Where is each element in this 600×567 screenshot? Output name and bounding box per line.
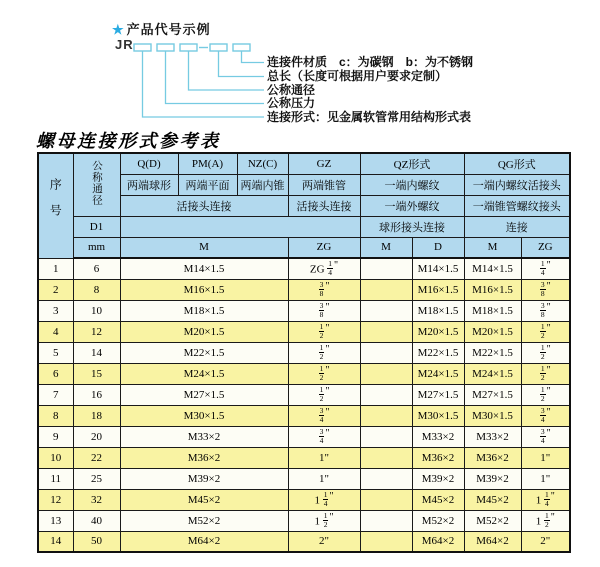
cell-zg: 1" xyxy=(288,447,360,468)
header-col-pm: PM(A) xyxy=(178,153,237,174)
cell-qg-zg: $\frac{3}{4}$ " xyxy=(521,426,570,447)
cell-qg-zg: $\frac{1}{2}$ " xyxy=(521,363,570,384)
cell-qz-d: M64×2 xyxy=(412,531,464,552)
section-title: 螺母连接形式参考表 xyxy=(36,131,221,151)
fraction: $\frac{3}{4}$ xyxy=(319,405,324,424)
cell-qg-zg: $\frac{1}{2}$ " xyxy=(521,384,570,405)
cell-m-thread: M33×2 xyxy=(120,426,288,447)
cell-qz-m xyxy=(360,426,412,447)
code-box-1 xyxy=(134,44,151,51)
cell-seq: 14 xyxy=(38,531,73,552)
cell-zg: $\frac{3}{4}$ " xyxy=(288,426,360,447)
header-col-qz: QZ形式 xyxy=(360,153,464,174)
cell-zg: 2" xyxy=(288,531,360,552)
cell-qz-d: M45×2 xyxy=(412,489,464,510)
product-code-prefix: JR xyxy=(115,37,134,52)
cell-qz-m xyxy=(360,363,412,384)
table-row xyxy=(38,279,570,300)
cell-zg: 1 $\frac{1}{2}$ " xyxy=(288,510,360,531)
cell-qg-zg: $\frac{1}{2}$ " xyxy=(521,321,570,342)
cell-dn-mm: 14 xyxy=(73,342,120,363)
cell-qg-m: M14×1.5 xyxy=(464,258,521,279)
cell-m-thread: M16×1.5 xyxy=(120,279,288,300)
fraction: $\frac{3}{4}$ xyxy=(319,426,324,445)
cell-qg-m: M18×1.5 xyxy=(464,300,521,321)
cell-seq: 6 xyxy=(38,363,73,384)
cell-qz-m xyxy=(360,384,412,405)
cell-m-thread: M39×2 xyxy=(120,468,288,489)
fraction: $\frac{1}{2}$ xyxy=(540,384,545,403)
cell-seq: 3 xyxy=(38,300,73,321)
header-seq xyxy=(38,153,73,258)
fraction: $\frac{1}{2}$ xyxy=(540,321,545,340)
table-row xyxy=(38,363,570,384)
header-join-qg: 连接 xyxy=(464,216,570,237)
header-join-qz: 球形接头连接 xyxy=(360,216,464,237)
cell-m-thread: M24×1.5 xyxy=(120,363,288,384)
header-dn-label: 公称通径 xyxy=(91,160,102,207)
table-row xyxy=(38,426,570,447)
cell-qz-m xyxy=(360,447,412,468)
header-unit-qg-zg: ZG xyxy=(521,237,570,258)
cell-zg: 1 $\frac{1}{4}$ " xyxy=(288,489,360,510)
cell-qz-m xyxy=(360,300,412,321)
fraction: $\frac{3}{4}$ xyxy=(540,405,545,424)
cell-m-thread: M52×2 xyxy=(120,510,288,531)
fraction: $\frac{3}{8}$ xyxy=(540,300,545,319)
table-row xyxy=(38,405,570,426)
code-box-3 xyxy=(180,44,197,51)
cell-qg-zg: $\frac{1}{4}$ " xyxy=(521,258,570,279)
cell-zg: $\frac{1}{2}$ " xyxy=(288,321,360,342)
fraction: $\frac{1}{2}$ xyxy=(319,342,324,361)
header-conn-qpmnz: 活接头连接 xyxy=(120,195,288,216)
cell-dn-mm: 8 xyxy=(73,279,120,300)
cell-dn-mm: 22 xyxy=(73,447,120,468)
cell-qg-zg: 1 $\frac{1}{2}$ " xyxy=(521,510,570,531)
fraction: $\frac{1}{2}$ xyxy=(319,321,324,340)
table-row xyxy=(38,468,570,489)
cell-qg-zg: 2" xyxy=(521,531,570,552)
cell-qz-d: M30×1.5 xyxy=(412,405,464,426)
header-row-5 xyxy=(38,237,570,258)
fraction: $\frac{1}{4}$ xyxy=(544,489,549,508)
cell-qg-m: M39×2 xyxy=(464,468,521,489)
cell-qz-d: M33×2 xyxy=(412,426,464,447)
header-col-nz: NZ(C) xyxy=(237,153,288,174)
header-desc-qz: 一端内螺纹 xyxy=(360,174,464,195)
cell-zg: $\frac{1}{2}$ " xyxy=(288,384,360,405)
cell-qg-m: M27×1.5 xyxy=(464,384,521,405)
cell-m-thread: M14×1.5 xyxy=(120,258,288,279)
star-icon: ★ xyxy=(112,22,125,37)
table-row xyxy=(38,258,570,279)
header-mm: mm xyxy=(73,237,120,258)
cell-qg-m: M16×1.5 xyxy=(464,279,521,300)
header-col-gz: GZ xyxy=(288,153,360,174)
fraction: $\frac{1}{2}$ xyxy=(319,363,324,382)
cell-m-thread: M36×2 xyxy=(120,447,288,468)
product-code-example-title xyxy=(112,19,211,38)
cell-m-thread: M45×2 xyxy=(120,489,288,510)
cell-m-thread: M64×2 xyxy=(120,531,288,552)
cell-qg-m: M22×1.5 xyxy=(464,342,521,363)
cell-zg: $\frac{3}{8}$ " xyxy=(288,279,360,300)
cell-seq: 4 xyxy=(38,321,73,342)
diagram-label-diameter: 公称通径 xyxy=(267,82,316,97)
cell-seq: 5 xyxy=(38,342,73,363)
diagram-label-form: 连接形式：见金属软管常用结构形式表 xyxy=(267,109,472,124)
cell-qz-d: M24×1.5 xyxy=(412,363,464,384)
header-blank-cell xyxy=(120,216,360,237)
cell-qg-zg: 1 $\frac{1}{4}$ " xyxy=(521,489,570,510)
cell-qz-d: M27×1.5 xyxy=(412,384,464,405)
header-d1: D1 xyxy=(73,216,120,237)
fraction: $\frac{3}{8}$ xyxy=(319,279,324,298)
fraction: $\frac{1}{4}$ xyxy=(323,489,328,508)
fraction: $\frac{3}{8}$ xyxy=(319,300,324,319)
diagram-label-pressure: 公称压力 xyxy=(267,96,316,110)
cell-qg-m: M33×2 xyxy=(464,426,521,447)
cell-dn-mm: 6 xyxy=(73,258,120,279)
cell-seq: 11 xyxy=(38,468,73,489)
cell-dn-mm: 50 xyxy=(73,531,120,552)
cell-dn-mm: 15 xyxy=(73,363,120,384)
cell-seq: 8 xyxy=(38,405,73,426)
cell-dn-mm: 32 xyxy=(73,489,120,510)
cell-qg-m: M20×1.5 xyxy=(464,321,521,342)
cell-qz-d: M18×1.5 xyxy=(412,300,464,321)
fraction: $\frac{3}{8}$ xyxy=(540,279,545,298)
header-unit-m: M xyxy=(120,237,288,258)
cell-seq: 13 xyxy=(38,510,73,531)
header-row-4 xyxy=(38,216,570,237)
fraction: $\frac{1}{4}$ xyxy=(540,259,545,278)
cell-qz-m xyxy=(360,405,412,426)
fraction: $\frac{3}{4}$ xyxy=(540,426,545,445)
table-row xyxy=(38,531,570,552)
cell-dn-mm: 18 xyxy=(73,405,120,426)
code-box-4 xyxy=(210,44,227,51)
table-body xyxy=(38,258,570,552)
cell-zg: $\frac{1}{2}$ " xyxy=(288,363,360,384)
cell-qg-m: M64×2 xyxy=(464,531,521,552)
connector-line-pressure xyxy=(166,51,265,104)
cell-qg-zg: 1" xyxy=(521,468,570,489)
table-row xyxy=(38,300,570,321)
cell-qz-d: M36×2 xyxy=(412,447,464,468)
cell-qz-m xyxy=(360,342,412,363)
cell-qz-m xyxy=(360,468,412,489)
header-unit-qz-m: M xyxy=(360,237,412,258)
header-conn-gz: 活接头连接 xyxy=(288,195,360,216)
header-seq-label: 序号 xyxy=(48,178,63,231)
cell-qg-zg: $\frac{3}{8}$ " xyxy=(521,300,570,321)
cell-zg: $\frac{3}{8}$ " xyxy=(288,300,360,321)
cell-dn-mm: 16 xyxy=(73,384,120,405)
header-col-q: Q(D) xyxy=(120,153,178,174)
fraction: $\frac{1}{2}$ xyxy=(323,510,328,529)
cell-m-thread: M30×1.5 xyxy=(120,405,288,426)
fraction: $\frac{1}{4}$ xyxy=(328,259,333,278)
cell-seq: 10 xyxy=(38,447,73,468)
table-row xyxy=(38,489,570,510)
code-box-5 xyxy=(233,44,250,51)
diagram-label-material: 连接件材质 c：为碳钢 b：为不锈钢 xyxy=(267,55,474,69)
cell-qz-d: M20×1.5 xyxy=(412,321,464,342)
cell-qg-zg: $\frac{3}{8}$ " xyxy=(521,279,570,300)
header-desc-gz: 两端锥管 xyxy=(288,174,360,195)
cell-zg: $\frac{3}{4}$ " xyxy=(288,405,360,426)
table-row xyxy=(38,510,570,531)
connector-line-form xyxy=(143,51,265,117)
cell-dn-mm: 10 xyxy=(73,300,120,321)
header-dn xyxy=(73,153,120,216)
header-row-1 xyxy=(38,153,570,174)
cell-qg-m: M45×2 xyxy=(464,489,521,510)
header-desc-qg: 一端内螺纹活接头 xyxy=(464,174,570,195)
header-conn-qz: 一端外螺纹 xyxy=(360,195,464,216)
cell-qz-m xyxy=(360,510,412,531)
cell-seq: 1 xyxy=(38,258,73,279)
cell-qz-d: M52×2 xyxy=(412,510,464,531)
fraction: $\frac{1}{2}$ xyxy=(319,384,324,403)
cell-seq: 2 xyxy=(38,279,73,300)
header-unit-qg-m: M xyxy=(464,237,521,258)
cell-zg: 1" xyxy=(288,468,360,489)
cell-zg: ZG $\frac{1}{4}$ " xyxy=(288,258,360,279)
cell-qg-zg: 1" xyxy=(521,447,570,468)
cell-dn-mm: 40 xyxy=(73,510,120,531)
cell-zg: $\frac{1}{2}$ " xyxy=(288,342,360,363)
cell-qz-d: M16×1.5 xyxy=(412,279,464,300)
cell-dn-mm: 12 xyxy=(73,321,120,342)
product-code-example-text: 产品代号示例 xyxy=(126,22,211,37)
cell-dn-mm: 20 xyxy=(73,426,120,447)
header-unit-qz-d: D xyxy=(412,237,464,258)
header-desc-pm: 两端平面 xyxy=(178,174,237,195)
cell-qz-d: M22×1.5 xyxy=(412,342,464,363)
cell-seq: 7 xyxy=(38,384,73,405)
cell-qg-m: M52×2 xyxy=(464,510,521,531)
diagram-label-length: 总长（长度可根据用户要求定制） xyxy=(267,69,448,83)
fraction: $\frac{1}{2}$ xyxy=(544,510,549,529)
cell-qz-m xyxy=(360,279,412,300)
cell-qz-m xyxy=(360,321,412,342)
cell-qz-m xyxy=(360,258,412,279)
table-row xyxy=(38,321,570,342)
cell-qz-m xyxy=(360,489,412,510)
cell-qg-zg: $\frac{1}{2}$ " xyxy=(521,342,570,363)
table-row xyxy=(38,384,570,405)
cell-m-thread: M18×1.5 xyxy=(120,300,288,321)
cell-m-thread: M22×1.5 xyxy=(120,342,288,363)
connector-line-material xyxy=(242,51,265,63)
cell-qg-m: M36×2 xyxy=(464,447,521,468)
table-row xyxy=(38,342,570,363)
connector-line-diameter xyxy=(189,51,265,90)
cell-dn-mm: 25 xyxy=(73,468,120,489)
cell-qz-m xyxy=(360,531,412,552)
header-conn-qg: 一端锥管螺纹接头 xyxy=(464,195,570,216)
cell-qg-m: M24×1.5 xyxy=(464,363,521,384)
header-desc-q: 两端球形 xyxy=(120,174,178,195)
fraction: $\frac{1}{2}$ xyxy=(540,363,545,382)
header-desc-nz: 两端内锥 xyxy=(237,174,288,195)
cell-m-thread: M27×1.5 xyxy=(120,384,288,405)
cell-qg-zg: $\frac{3}{4}$ " xyxy=(521,405,570,426)
fraction: $\frac{1}{2}$ xyxy=(540,342,545,361)
header-unit-zg: ZG xyxy=(288,237,360,258)
cell-qz-d: M39×2 xyxy=(412,468,464,489)
cell-m-thread: M20×1.5 xyxy=(120,321,288,342)
cell-seq: 9 xyxy=(38,426,73,447)
cell-seq: 12 xyxy=(38,489,73,510)
header-col-qg: QG形式 xyxy=(464,153,570,174)
cell-qz-d: M14×1.5 xyxy=(412,258,464,279)
nut-connection-reference-table xyxy=(37,152,571,553)
code-box-2 xyxy=(157,44,174,51)
cell-qg-m: M30×1.5 xyxy=(464,405,521,426)
table-row xyxy=(38,447,570,468)
